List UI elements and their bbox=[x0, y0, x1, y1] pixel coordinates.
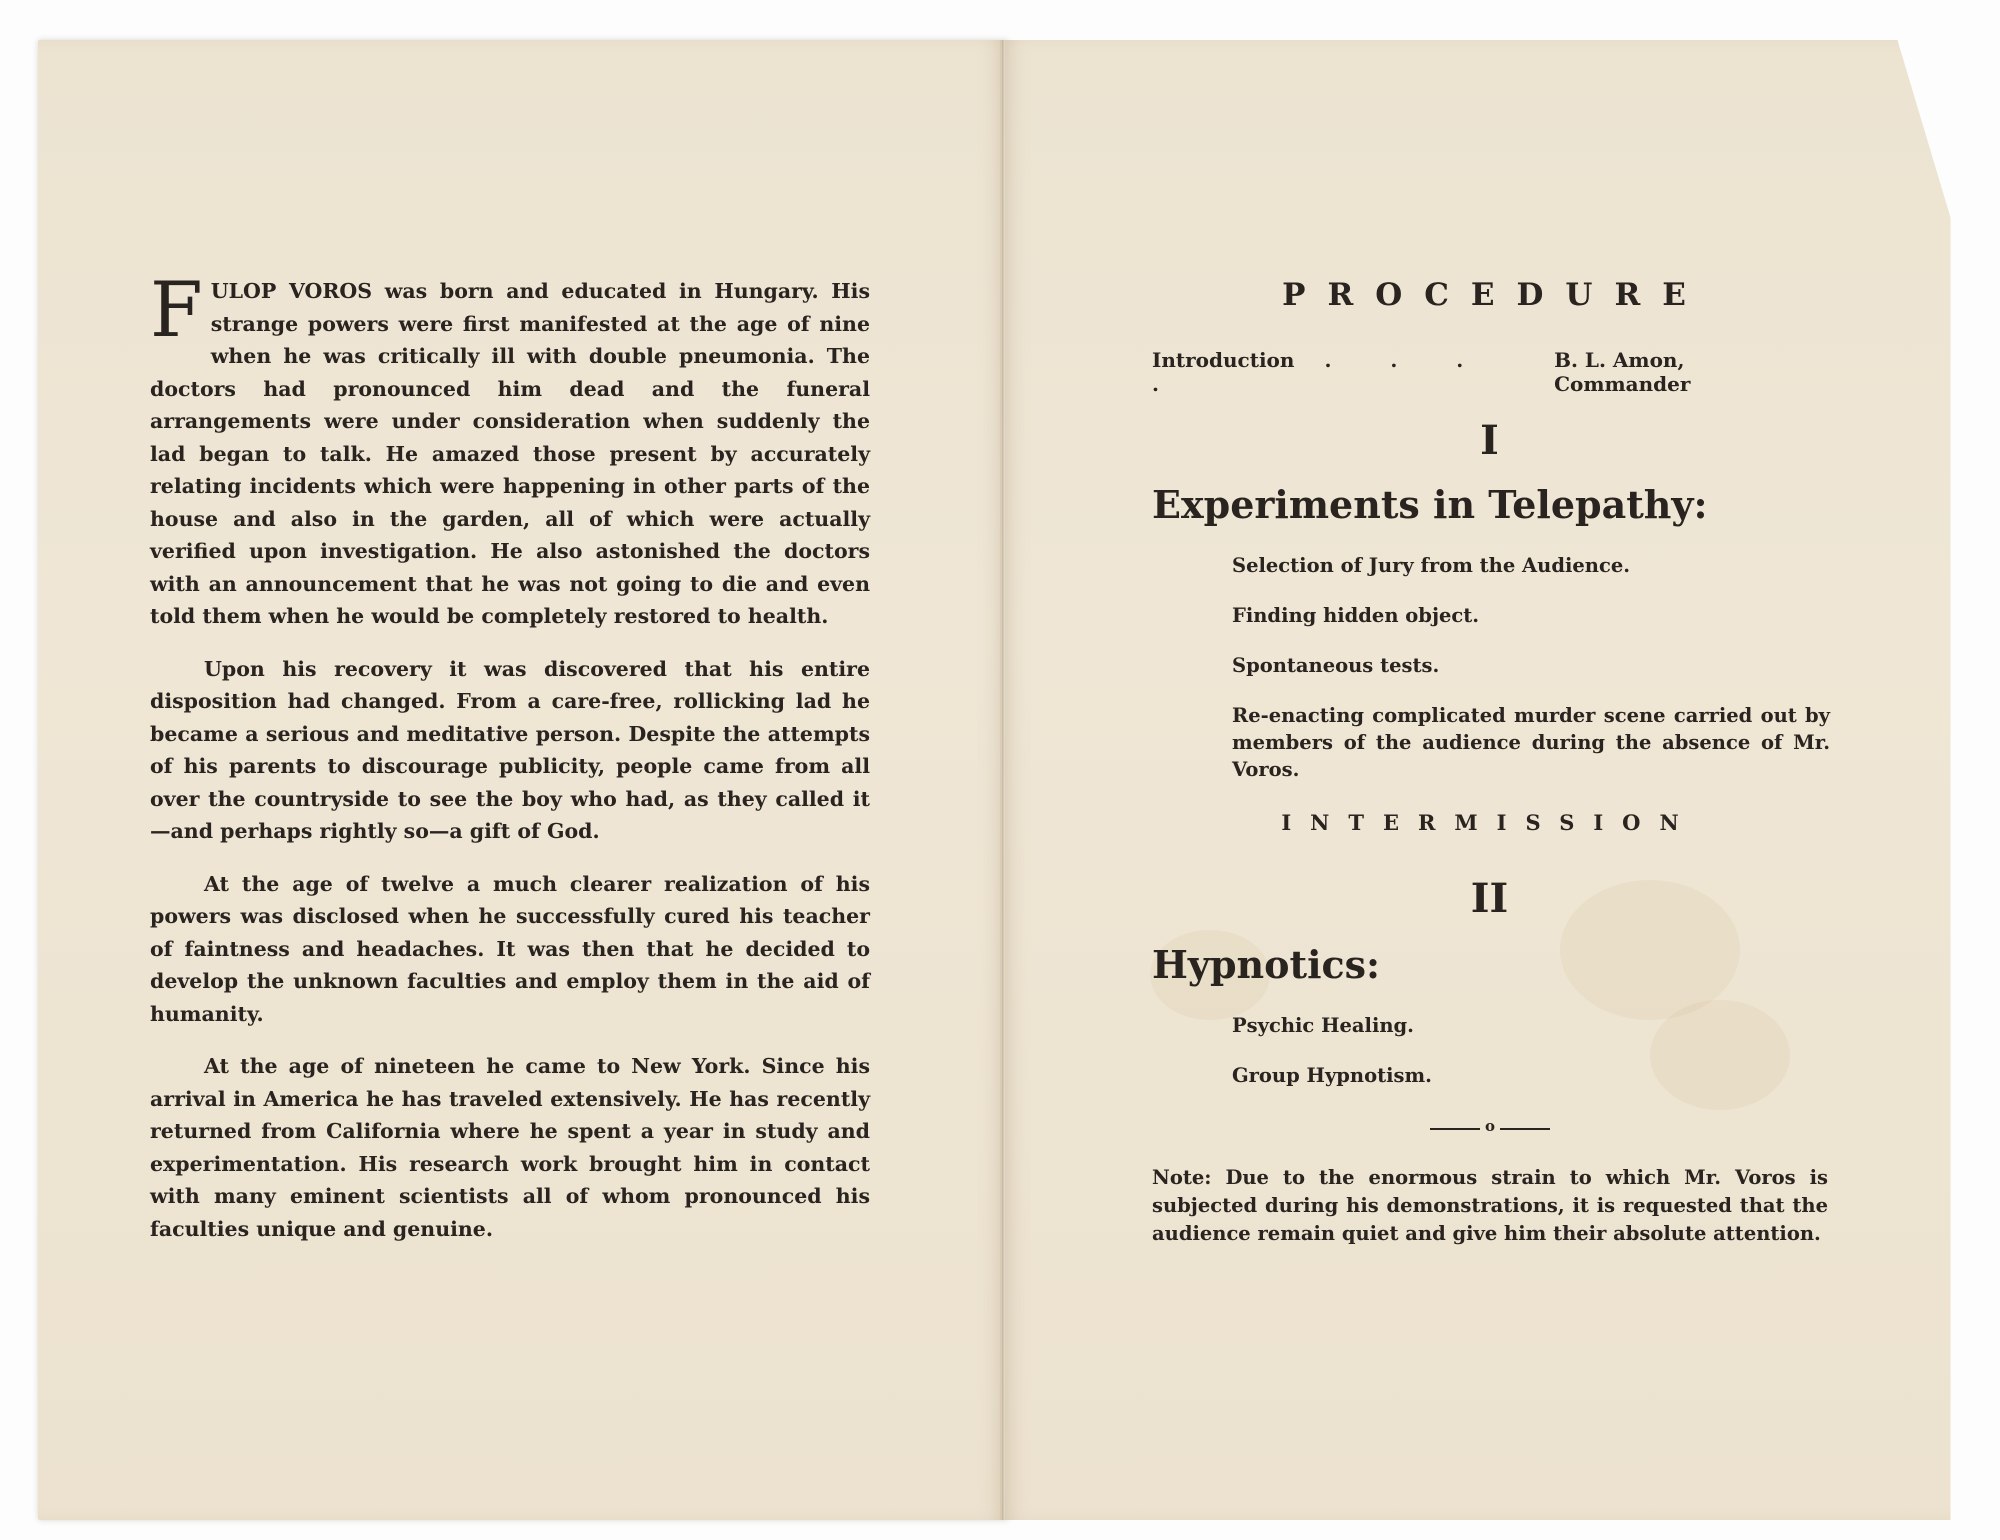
list-item: Group Hypnotism. bbox=[1232, 1064, 1432, 1087]
part-two-heading: Hypnotics: bbox=[1152, 942, 1381, 987]
list-item: Finding hidden object. bbox=[1232, 604, 1480, 627]
drop-cap: F bbox=[150, 265, 203, 354]
biography bbox=[150, 265, 870, 1265]
part-two-numeral: II bbox=[1470, 875, 1509, 922]
part-two-items bbox=[1232, 1012, 1830, 1112]
list-item: Selection of Jury from the Audience. bbox=[1232, 554, 1631, 577]
bio-paragraph-text: ULOP VOROS was born and educated in Hungary. His strange powers were first manifested at the age of nine when he was critically ill with double pneumonia. The doctors had pronounced him dead and the funeral arrangements were under consideration when suddenly the lad began to talk. He amazed those present by accurately relating incidents which were happening in other parts of the house and also in the garden, all of which were actually verified upon investigation. He also astonished the doctors with an announcement that he was not going to die and even told them when he would be completely restored to health. bbox=[150, 279, 870, 628]
part-one-items bbox=[1232, 552, 1830, 806]
introduction-row bbox=[1152, 348, 1827, 396]
leader-dots: . . . . bbox=[1152, 348, 1490, 396]
divider-circle: o bbox=[1484, 1117, 1495, 1135]
center-fold bbox=[1002, 40, 1005, 1520]
bio-paragraph: Upon his recovery it was discovered that his entire disposition had changed. From a care-free, rollicking lad he became a serious and meditative person. Despite the attempts of his parents to discourage publicity, people came from all over the countryside to see the boy who had, as they called it—and perhaps rightly so—a gift of God. bbox=[150, 656, 870, 843]
part-one-heading: Experiments in Telepathy: bbox=[1152, 482, 1708, 527]
list-item: Re-enacting complicated murder scene carried out by members of the audience during the absence of Mr. Voros. bbox=[1232, 704, 1830, 781]
bio-paragraph: At the age of twelve a much clearer realization of his powers was disclosed when he successfully cured his teacher of faintness and headaches. It was then that he decided to develop the unknown faculties and employ them in the aid of humanity. bbox=[150, 871, 870, 1026]
bio-paragraph: At the age of nineteen he came to New York. Since his arrival in America he has traveled extensively. He has recently returned from California where he spent a year in study and experimentation. His research work brought him in contact with many eminent scientists all of whom pronounced his faculties unique and genuine. bbox=[150, 1054, 870, 1241]
list-item: Spontaneous tests. bbox=[1232, 654, 1440, 677]
introduction-presenter: B. L. Amon, Commander bbox=[1554, 348, 1691, 396]
part-one-numeral: I bbox=[1480, 417, 1499, 464]
divider-ornament bbox=[1430, 1117, 1550, 1137]
audience-note: Note: Due to the enormous strain to which Mr. Voros is subjected during his demonstrations, it is requested that the audience remain quiet and give him their absolute attention. bbox=[1152, 1166, 1828, 1245]
intermission-label: INTERMISSION bbox=[1281, 810, 1698, 835]
introduction-label: Introduction . . . . bbox=[1152, 348, 1490, 396]
divider-line bbox=[1430, 1128, 1480, 1130]
bio-paragraph bbox=[150, 265, 870, 633]
procedure-title: PROCEDURE bbox=[1282, 277, 1708, 313]
divider-line bbox=[1500, 1128, 1550, 1130]
list-item: Psychic Healing. bbox=[1232, 1014, 1414, 1037]
